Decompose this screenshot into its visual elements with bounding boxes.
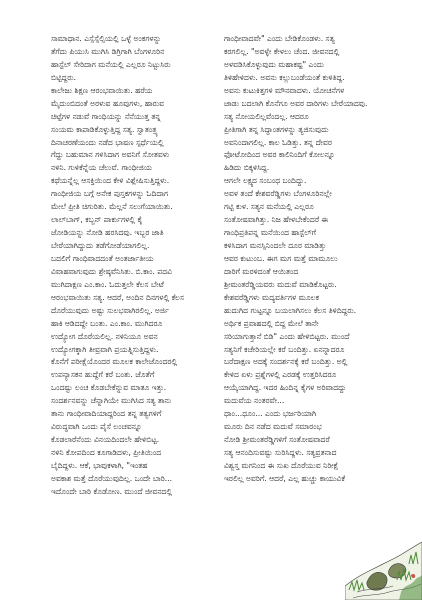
text-line: ಹಿಡಿದು ಬಿಕ್ಕಳಿಸಿದ್ದ. — [224, 163, 270, 173]
text-line: ಸತ್ಯ ಆನಂದಿಸುವಷ್ಟು ಸುರಿಸಿದ್ದಳು. ಸತ್ಯವ್ರತನಾದ — [224, 448, 337, 457]
text-line: ಮೂರು ದಿನ ನಡೆದ ಮದುವೆ ಸಮಾರಂಭ — [224, 422, 322, 432]
text-line: ಗಾಂಧೀವಾದವೇ" ಎಂದು ಬೇಡಿಕೊಂಡಳು. ಸತ್ಯ — [224, 34, 335, 43]
text-line: ಶ್ರೀಮಂತರೆಡ್ಡಿಯವರು ಮದುವೆ ಮಾಡಿಕೊಟ್ಟರು. — [224, 279, 337, 289]
text-line: ಚಿಟ್ಟೆಗಳ ನಡುವೆ ಗಾಂಧಿಯನ್ನು ನೆನೆಯುತ್ತ ತನ್ನ — [51, 111, 161, 121]
text-line: ಒಂದಷ್ಟು ಲಂಚ ಕೊಡಬೇಕೆನ್ನುವ ಮಾತೂ ಇತ್ತು. — [51, 383, 167, 393]
text-line: ಇದೊಂದೇ ಬಾರಿ ಕೊಡೋಣ. ಮುಂದೆ ಜೀವನದಲ್ಲಿ — [51, 486, 173, 496]
text-line: ಇರಲಿಲ್ಲ ಅವರಿಗೆ. ಆದರೆ, ಎಲ್ಲ ಹುಚ್ಚು ಕಾಯುವಿಕೆ — [224, 473, 346, 483]
text-line: ಉದ್ಯೋಗಕ್ಕಾಗಿ ತೀವ್ರವಾಗಿ ಪ್ರಯತ್ನಿಸುತ್ತಿದ್ದಳು. — [51, 344, 159, 354]
text-line: ಸಂತೋಷವಾಗಿತ್ತು. ನಿಜ ಹೇಳಬೇಕೆಂದರೆ ಈ — [224, 215, 329, 225]
text-line: ಮದುವೆಯ ನಂತರವೇ... — [224, 396, 285, 406]
text-line: ಹಾಸ್ಟೆಲ್ ಸೇರಿದಾಗ ಮನೆಯಲ್ಲಿ ಎಲ್ಲರೂ ನಿಟ್ಟುಸಿರು — [51, 59, 171, 69]
text-line: ತಾನು ಗಾಂಧೀವಾದಿಯಾದ್ದರಿಂದ ತನ್ನ ತತ್ವಗಳಿಗೆ — [51, 409, 162, 419]
text-line: ಪ್ರೀತಿಗಾಗಿ ತನ್ನ ಸಿದ್ಧಾಂತಗಳನ್ನು ತ್ಯಜಿಸುವುದು — [224, 124, 329, 134]
text-line: ಕೇಶವರೆಡ್ಡಿಗಳು ಮದ್ಯವರ್ತಿಗಳ ಮೂಲಕ — [224, 292, 320, 302]
text-line: ದಾರಿಗೆ ಮರಳಿದಂತೆ ಆಯಿತಂದ — [224, 266, 299, 276]
text-line: ಜಾಡು ಬದಲಾಗಿ ಕೊನೆಗೂ ಅವರ ದಾರಿಗಳು ಬೇರೆಯಾದವು. — [224, 98, 368, 108]
text-line: ಕರಗಲಿಲ್ಲ. "ಅವಳ್ಳೇ ಕೇಳಲು ಚೆಂದ. ಜೀವನದಲ್ಲಿ — [224, 46, 340, 56]
text-line: ಅವನು ಕುಟುಕಿತ್ತಗಳಿ ಮೌನವಾದಳು. ಯೋಚನೆಗಳ — [224, 85, 345, 95]
text-line: ಬೇರೆಯಾಗಿದ್ದುದು ತಡೆಗೋಡೆಯಾಗಲಿಲ್ಲ. — [51, 241, 150, 250]
text-line: ಗಾಂಧೀಜಿಯ ಬಗ್ಗೆ ಅನೇಕ ಪುಸ್ತಕಗಳನ್ನು ಓದಿದಾಗ — [51, 189, 169, 199]
text-line: ಸತ್ಯ ನೋಯಲಿಲ್ಲವೆಂದಲ್ಲ. ಆದರೂ — [224, 111, 309, 121]
text-line: ಮೇಲೆ ಪ್ರೀತಿ ಚಿಗುರಿತು. ಮೆಲ್ಲನೆ ಸಲುಗೆಯಾಯಿತು. — [51, 202, 173, 212]
text-line: ಕೇಳಿದ ಏಳು ಪ್ರಶ್ನೆಗಳಲ್ಲಿ ಎರಡಕ್ಕೆ ಉತ್ತರಿಸಿದರೂ — [224, 370, 337, 380]
text-line: ಮೈದುಂಬಿದಂತೆ ಅರಳುವ ಹೂವುಗಳು, ಹಾರುವ — [51, 98, 164, 108]
text-line: ಅವಳ ತಂದೆ ಕೇಶವರೆಡ್ಡಿಗಳು ಬೆಂಗಳೂರಿನಲ್ಲೇ — [224, 189, 332, 199]
text-line: ಉದ್ಯೋಗ ದೊರೆಯಲಿಲ್ಲ. ನಳಿನಿಯೂ ಅವನ — [51, 331, 158, 341]
text-line: ಜೋಡಿಯನ್ನು ನೋಡಿ ಹರಸಿದವು. ಇಬ್ಬರ ಜಾತಿ — [51, 228, 164, 238]
text-line: ಸಾಮಾಧಾನ. ಎಸ್ಸೆಸ್ಸೆಲ್ಸಿಯಲ್ಲಿ ಒಳ್ಳೆ ಅಂಕಗಳನ್ನು — [51, 34, 162, 43]
text-line: ಆವರ ಕುಟುಂಬ. ಈಗ ಮಗ ಮತ್ತೆ ಮಾಮೂಲು — [224, 253, 338, 263]
text-line: ನಳಿನಿ. ಗುಳಿಕೆನ್ನೆಯ ಚೆಲುವೆ. ಗಾಂಧೀಜಿಯ — [51, 163, 152, 173]
text-line: ಅರ್ಥಿಕ ಪ್ರವಾಹದಲ್ಲಿ ಬಿದ್ದ ಮೇಲೆ ತಾನೇ — [224, 318, 319, 328]
text-line: ಸಂದರ್ಶನವನ್ನು ಚೆನ್ನಾಗಿಯೇ ಮುಗಿಸಿದ ಸತ್ಯ ತಾನು — [51, 396, 172, 406]
text-line: ವಿರುದ್ಧವಾಗಿ ಒಂದು ಪೈಸೆ ಲಂಚವನ್ನೂ — [51, 422, 142, 432]
text-line: ಧಾಂ...ಧೂಂ... ಎಂದು ಭರ್ಜರಿಯಾಗಿ — [224, 409, 317, 419]
text-line: ಬೈದಿದ್ದಳು. ಆಕೆ, ಭಾವುಕಳಾಗಿ, "ಇಂತಹ — [51, 460, 148, 470]
text-line: ವಿವಾಹವಾಗುವುದು ಶ್ರೇಷ್ಠವೆನಿಸಿತು. ಬಿ.ಕಾಂ. ಪದವಿ — [51, 266, 173, 276]
text-line: ತಿಳಿಹೇಳಿದಳು. ಅವನು ಕಲ್ಲುಬಂಡೆಯಂತೆ ಕುಳಿತಿದ್ದ. — [224, 72, 345, 82]
text-line: ಗೆದ್ದು ಬಹುಮಾನ ಗಳಿಸಿದಾಗ ಅವನಿಗೆ ಸೋತವಳು — [51, 150, 170, 160]
text-line: ಲಾಲ್‌ಬಾಗ್, ಕಬ್ಬನ್ ಪಾರ್ಕುಗಳಲ್ಲಿ ಕೈ — [51, 215, 143, 225]
text-line: ಗಟ್ಟಿ ಕುಳ. ಸತ್ಯನ ಮನೆಯಲ್ಲಿ ಎಲ್ಲರೂ — [224, 202, 314, 212]
text-line: ವಿಶ್ವಸ್ತ ಮಗನಿಂದ ಈ ಸುಖ ದೊರೆಯುವ ನಿರೀಕ್ಷೆ — [224, 460, 339, 470]
text-line: ದಿನಾಚರಣೆಯಂದು ನಡೆದ ಭಾಷಣ ಸ್ಪರ್ಧೆಯಲ್ಲಿ — [51, 137, 164, 147]
text-line: ಫೋಟೋದಿಂದ ಅವರ ಕಾಲಿನಿಂದಿಗೆ ಕೋಲನ್ನೂ — [224, 150, 335, 160]
text-line: ಕಳಿಸಿದಾಗ ಮನಸ್ಸಿನಿಂದಲೇ ದೂರ ಮಾಡಿತ್ತು — [224, 241, 327, 250]
text-line: ಹುದುಗಿದ ಗುಟ್ಟನ್ನೂ ಬಯಲಾಗಿಸಲು ಕೆಲಸ ತಿಳಿದಿದ್ದರು. — [224, 305, 357, 315]
text-line: ತೆಗೆದು ಪಿಯುಸಿ ಮುಗಿಸಿ ಡಿಗ್ರಿಗಾಗಿ ಬೆಂಗಳೂರಿನ — [51, 46, 165, 56]
text-line: ಆಗಲೇ ಲಕ್ಷ್ಯದ ಸಂಬಂಧ ಬಂದಿದ್ದು. — [224, 176, 307, 186]
text-line: ಉಪನ್ಯಾಸಕನ ಹುದ್ದೆಗೆ ಕರೆ ಬಂತು. ಜೊತೆಗೆ — [51, 370, 155, 380]
text-line: ಆರಂಭವಾಯಿತು ಸತ್ಯ. ಆದರೆ, ಅಂದಿನ ದಿನಗಳಲ್ಲಿ ಕೆಲಸ — [51, 292, 184, 302]
landscape-sketch-icon — [345, 474, 422, 600]
text-line: ಸಂಯಮ ಕಾಪಾಡಿಕೊಳ್ಳುತ್ತಿದ್ದ ಸತ್ಯ. ಸ್ವಾತಂತ್ರ್ಯ — [51, 124, 158, 134]
text-line: ಕಾಲೇಜು ಶಿಕ್ಷಣ ಆರಂಭವಾಯಿತು. ಹರೆಯ — [51, 85, 153, 95]
text-line: ಕಥೆಯನ್ನೆಲ್ಲ ಆಸಕ್ತಿಯಿಂದ ಕೇಳಿ ವಿಶ್ಲೇಷಿಸುತ್ತಿದ್ದಳು. — [51, 176, 170, 186]
text-line: ಬರೆದಾಕ್ಷಣ ಅದಕ್ಕೆ ಸಂದರ್ಶನಕ್ಕೆ ಕರೆ ಬಂದಿತ್ತು. ಅಲ್ಲಿ — [224, 357, 348, 367]
text-line: ಕೊಡಲಾರೆನೆಂದು ವಿನಯದಿಂದಲೇ ಹೇಳಿಬಿಟ್ಟ. — [51, 435, 160, 445]
text-line: ಮುಗಿದಾಕ್ಷಣ ಎಂ.ಕಾಂ. ಓದುತ್ತಲೇ ಕೆಲಸ ಬೇಟೆ — [51, 279, 164, 289]
text-line: ನೋಡಿ ಶ್ರೀಮಂತರೆಡ್ಡಿಗಳಿಗೆ ಸಂತೋಷವಾದರೆ — [224, 435, 330, 445]
text-line: ದೊರೆಯುವುದು ಅಷ್ಟು ಸುಲಭವಾಗಿರಲಿಲ್ಲ. ಅರ್ಜಿ — [51, 305, 169, 315]
text-line: ಸತ್ಯನಿಗೆ ಕಚೇರಿಯಲ್ಲೇ ಕರೆ ಬಂದಿತ್ತು. ಏನನ್ನಾದರೂ — [224, 344, 345, 354]
text-line: ಅವನಿಂದಾಗಲಿಲ್ಲ. ಕಾಲ ಓಡಿತ್ತು. ತನ್ನ ದೇವರ — [224, 137, 332, 147]
text-line: ಅಳವಡಿಸಿಕೊಳ್ಳುವುದು ಮಹಾಕಷ್ಟ" ಎಂದು — [224, 59, 325, 69]
text-line: ಬದಲಿಗೆ ಗಾಂಧಿವಾದದಂತೆ ಅಂತರ್ಜಾತೀಯ — [51, 253, 154, 263]
text-line: ಹಾಕಿ ಆಡಿದದ್ದೇ ಬಂತು. ಎಂ.ಕಾಂ. ಮುಗಿದರೂ — [51, 318, 163, 328]
text-line: ಕೊನೆಗೆ ಪರೀಕ್ಷೆಯೊಂದರ ಮೂಲಕ ಕಾಲೇಜೊಂದರಲ್ಲಿ — [51, 357, 178, 367]
text-line: ಅವಕಾಶ ಮತ್ತೆ ದೊರೆಯುವುದಿಲ್ಲ. ಒಂದೇ ಬಾರಿ... — [51, 473, 172, 483]
text-line: ಗಾಂಧಿಪ್ರತಿಪನ್ನ ಮನೆಯಿಂದ ಹಾಸ್ಟೆಲ್‌ಗೆ — [224, 228, 317, 238]
text-line: ಸರಿಯಾಗುತ್ತಾನೆ ಬಿಡಿ" ಎಂದು ಹೇಳಿಬಿಟ್ಟರು. ಮುಂದೆ — [224, 331, 350, 341]
article-left-column — [51, 33, 212, 499]
text-line: ನಳಿನಿ ಕೋಪದಿಂದ ಕೂಗಾಡಿದಳು, ಪ್ರೀತಿಯಿಂದ — [51, 448, 162, 457]
article-right-column — [224, 33, 385, 499]
text-line: ಆಯ್ಕೆಯಾಗಿದ್ದ. ಇದರ ಹಿಂದಿನ್ನ ಕೈಗಳ ಅರಿವಾದದ್ದು — [224, 383, 347, 393]
text-line: ಬಿಟ್ಟಿದ್ದರು. — [51, 72, 77, 82]
